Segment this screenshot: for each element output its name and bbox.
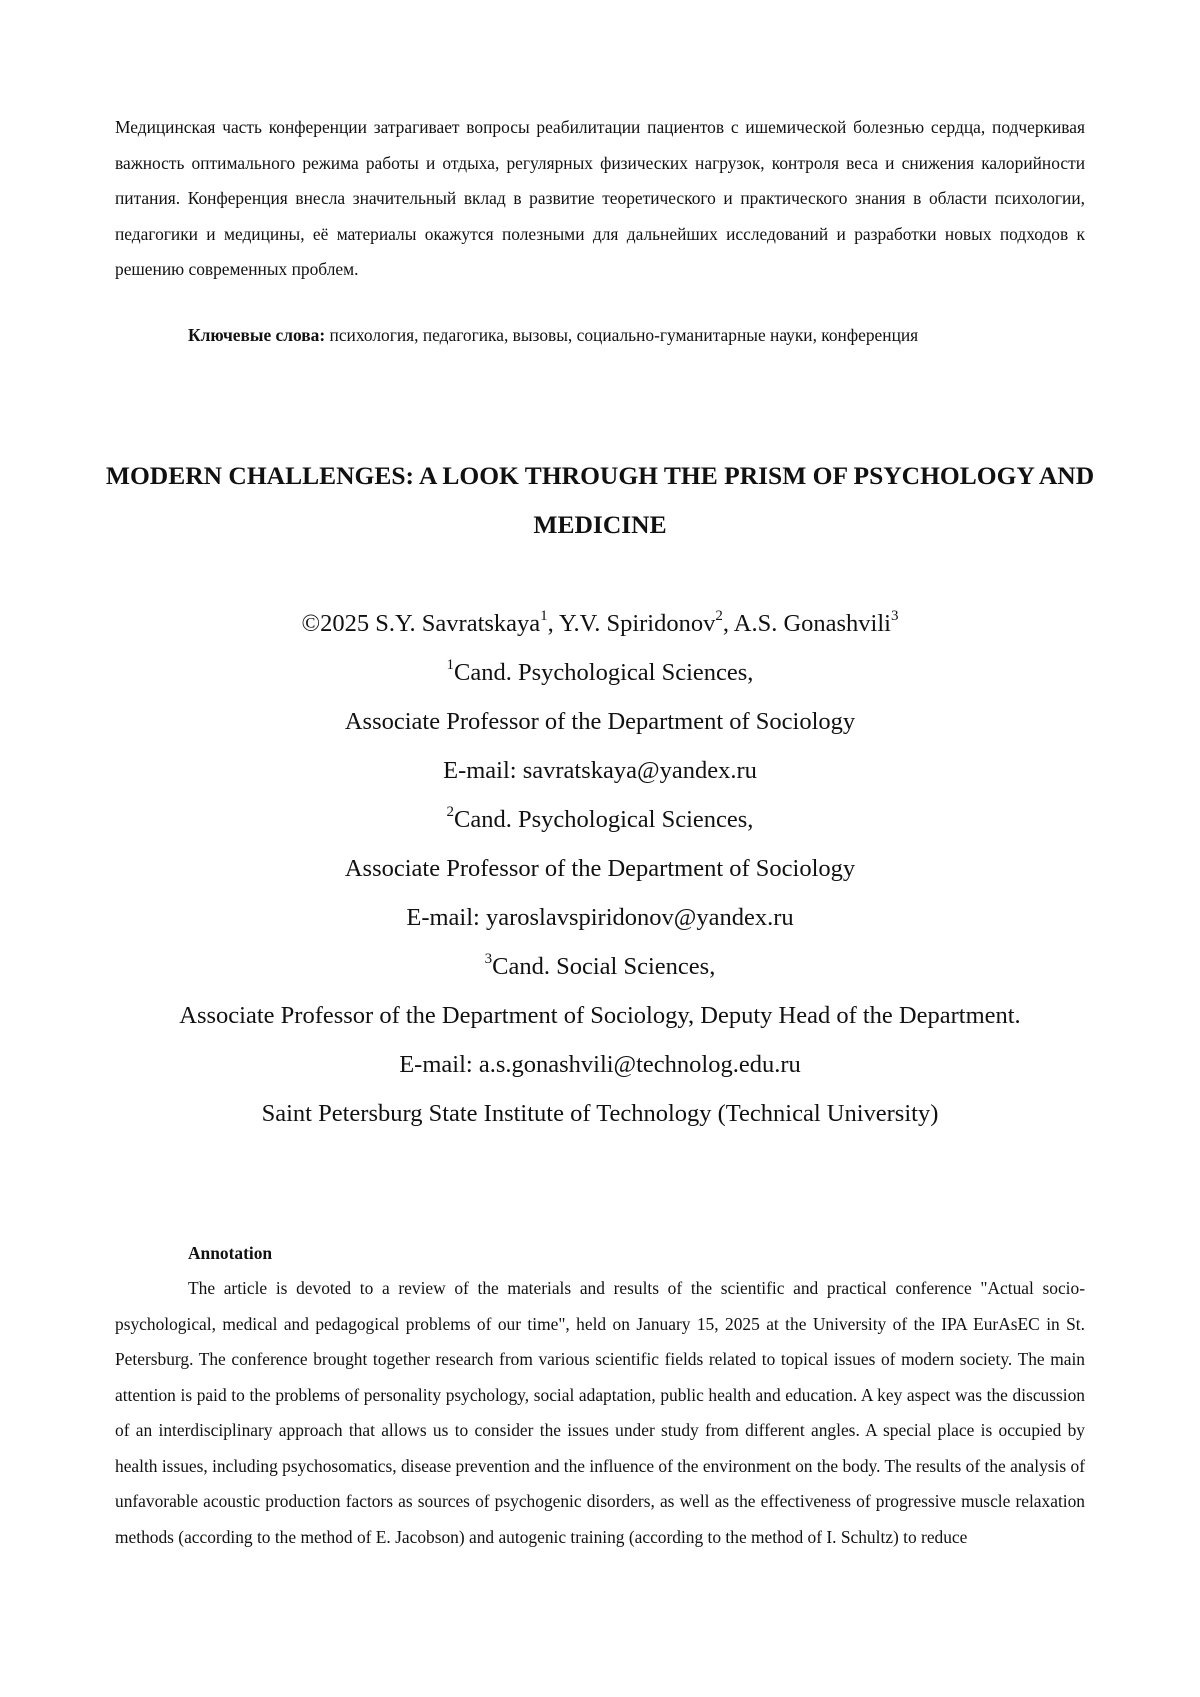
author-2-marker: 2 <box>715 607 723 624</box>
author-1-marker: 1 <box>540 607 548 624</box>
affiliation-1-degree-text: Cand. Psychological Sciences, <box>454 659 754 686</box>
affiliation-2-degree <box>100 795 1100 844</box>
author-1: ©2025 S.Y. Savratskaya <box>301 610 541 637</box>
author-line <box>100 599 1100 648</box>
keywords-label: Ключевые слова: <box>188 325 326 345</box>
keywords-line <box>188 318 1148 353</box>
annotation-paragraph: The article is devoted to a review of the materials and results of the scientific and practical conference "Actual socio-psychological, medical and pedagogical problems of our time", held on January 15, 2025 at the University of the IPA EurAsEC in St. Petersburg. The conference brought together research from various scientific fields related to topical issues of modern society. The main attention is paid to the problems of personality psychology, social adaptation, public health and education. A key aspect was the discussion of an interdisciplinary approach that allows us to consider the issues under study from different angles. A special place is occupied by health issues, including psychosomatics, disease prevention and the influence of the environment on the body. The results of the analysis of unfavorable acoustic production factors as sources of psychogenic disorders, as well as the effectiveness of progressive muscle relaxation methods (according to the method of E. Jacobson) and autogenic training (according to the method of I. Schultz) to reduce <box>115 1278 1085 1547</box>
annotation-heading: Annotation <box>188 1243 273 1263</box>
affiliation-2-email: E-mail: yaroslavspiridonov@yandex.ru <box>406 904 794 931</box>
affiliation-3-degree-text: Cand. Social Sciences, <box>492 953 716 980</box>
affiliation-3-marker: 3 <box>484 950 493 967</box>
author-2: , Y.V. Spiridonov <box>547 610 716 637</box>
affiliation-1-degree <box>100 648 1100 697</box>
russian-abstract-paragraph: Медицинская часть конференции затрагивает вопросы реабилитации пациентов с ишемической болезнью сердца, подчеркивая важность оптимального режима работы и отдыха, регулярных физических нагрузок, контроля веса и снижения калорийности питания. Конференция внесла значительный вклад в развитие теоретического и практического знания в области психологии, педагогики и медицины, её материалы окажутся полезными для дальнейших исследований и разработки новых подходов к решению современных проблем. <box>115 117 1085 279</box>
affiliation-3-position: Associate Professor of the Department of Sociology, Deputy Head of the Department. <box>179 1002 1021 1029</box>
affiliation-3-degree <box>100 942 1100 991</box>
affiliation-1-position: Associate Professor of the Department of Sociology <box>344 708 856 735</box>
keywords-text: психология, педагогика, вызовы, социально-гуманитарные науки, конференция <box>325 325 919 345</box>
affiliation-2-position: Associate Professor of the Department of Sociology <box>344 855 856 882</box>
authors-block <box>100 599 1100 1138</box>
institution: Saint Petersburg State Institute of Technology (Technical University) <box>261 1100 939 1127</box>
affiliation-1-email: E-mail: savratskaya@yandex.ru <box>443 757 757 784</box>
article-title: MODERN CHALLENGES: A LOOK THROUGH THE PRISM OF PSYCHOLOGY AND MEDICINE <box>105 461 1095 539</box>
affiliation-1-marker: 1 <box>446 656 455 673</box>
affiliation-3-email: E-mail: a.s.gonashvili@technolog.edu.ru <box>399 1051 801 1078</box>
author-3-marker: 3 <box>890 607 899 624</box>
author-3: , A.S. Gonashvili <box>722 610 891 637</box>
affiliation-2-marker: 2 <box>446 803 455 820</box>
affiliation-2-degree-text: Cand. Psychological Sciences, <box>454 806 754 833</box>
